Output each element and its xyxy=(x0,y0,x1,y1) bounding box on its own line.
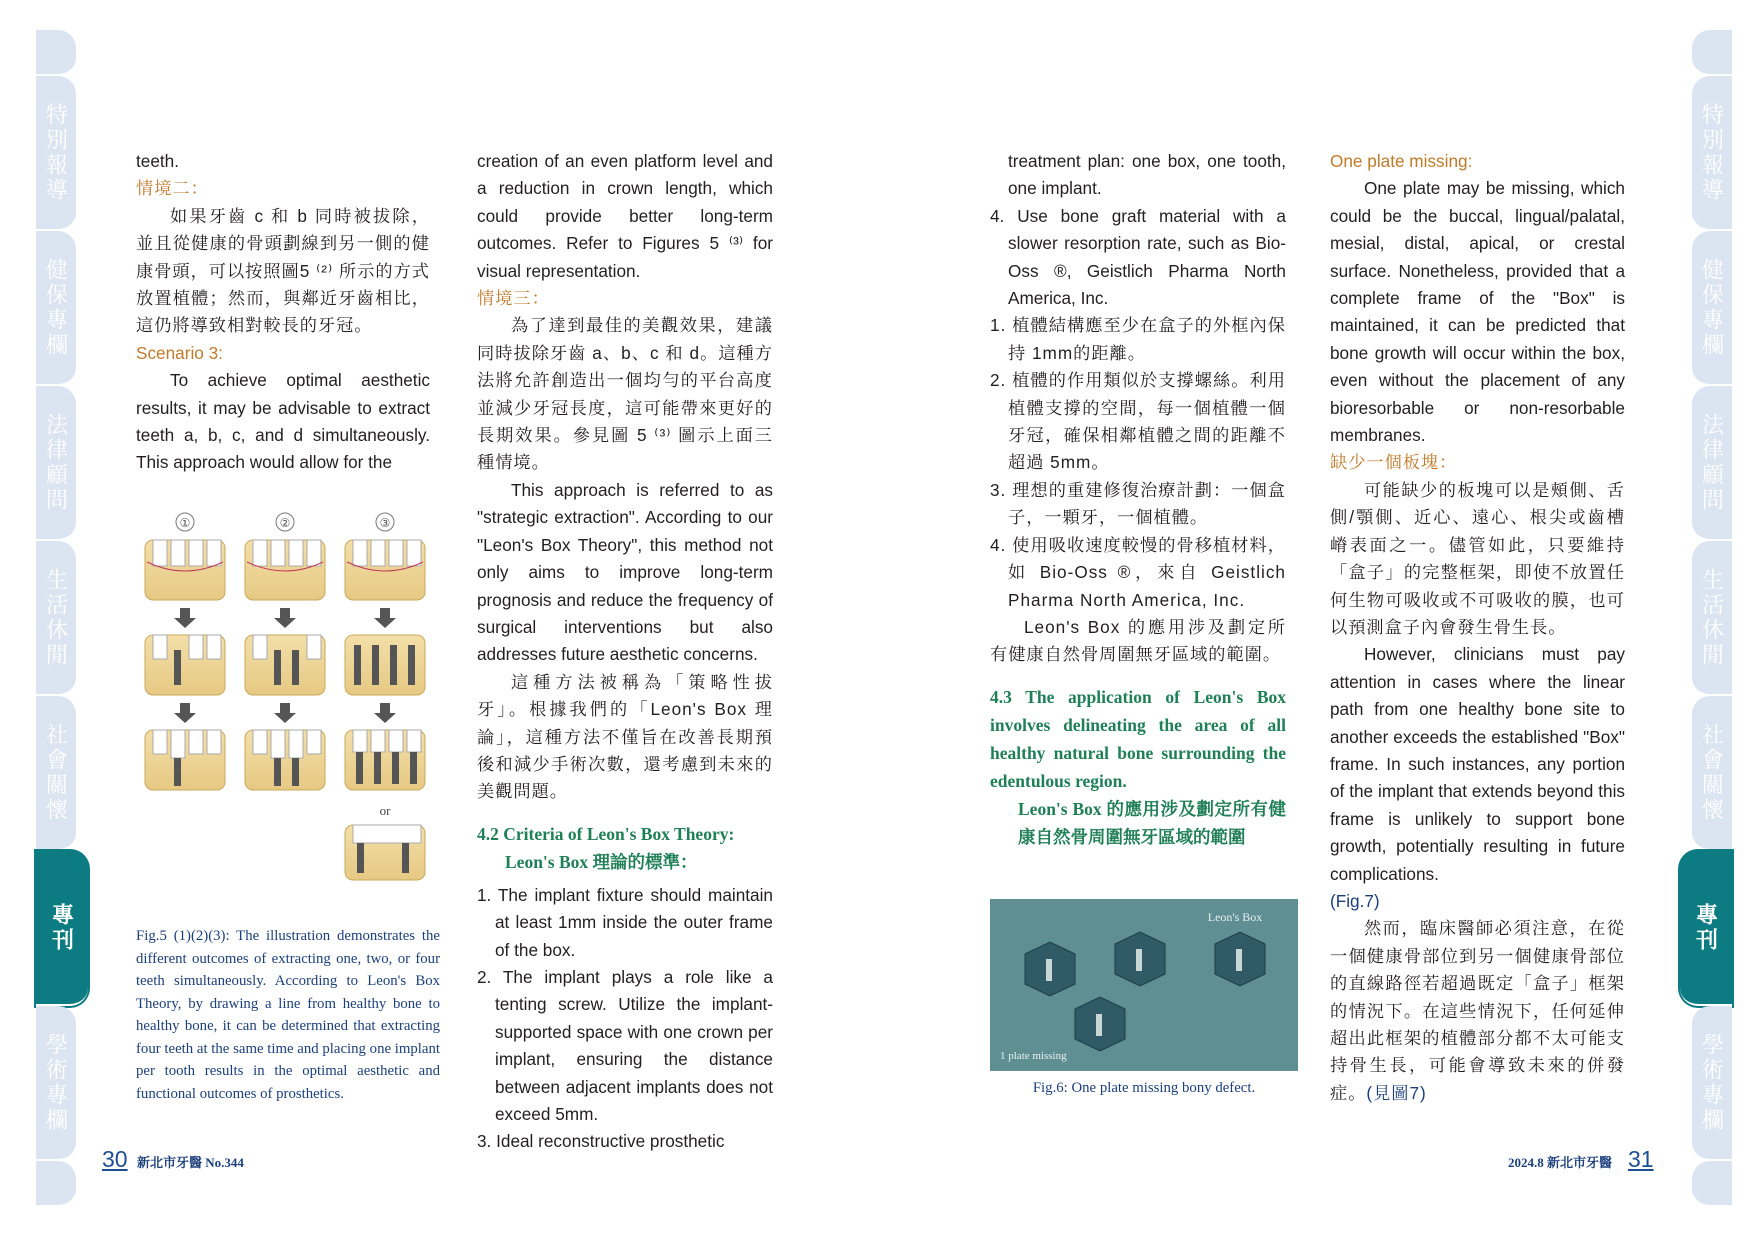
footer-right-text: 2024.8 新北市牙醫 xyxy=(1508,1155,1613,1170)
tab-stub-bottom-right xyxy=(1692,1161,1732,1207)
tab-social[interactable]: 社會關懷 xyxy=(36,696,76,851)
figure-5-svg xyxy=(135,510,435,910)
column-2 xyxy=(477,148,773,1156)
tab-stub-bottom xyxy=(36,1161,76,1207)
tab-special-issue[interactable]: 專刊 xyxy=(36,851,88,1006)
col3-text-2: Leon's Box 的應用涉及劃定所有健康自然骨周圍無牙區域的範圍。 xyxy=(990,616,1286,665)
tab-social-right[interactable]: 社會關懷 xyxy=(1692,696,1732,851)
col1-text-1: teeth. xyxy=(136,151,180,171)
figure-6-svg xyxy=(990,899,1298,1071)
fig5-label-2: ② xyxy=(279,516,291,530)
column-1 xyxy=(136,148,430,477)
figure-6-caption: Fig.6: One plate missing bony defect. xyxy=(1032,1080,1256,1096)
section-4-2-heading-zh: Leon's Box 理論的標準： xyxy=(505,851,698,872)
criteria-item-zh-4: 4. 使用吸收速度較慢的骨移植材料，如 Bio-Oss ®，來自 Geistlich Pharma North America, Inc. xyxy=(990,534,1286,610)
col2-text-4: 這種方法被稱為「策略性拔牙」。根據我們的「Leon's Box 理論」，這種方法不僅旨在改善長期預後和減少手術次數，還考慮到未來的美觀問題。 xyxy=(477,671,773,802)
criteria-list-en-cont xyxy=(990,203,1286,313)
col4-text-4-body: 然而，臨床醫師必須注意，在從一個健康骨部位到另一個健康骨部位的直線路徑若超過既定「盒子」框架的情況下。在這些情況下，任何延伸超出此框架的植體部分都不太可能支持骨生長，可能會導致未來的併發症。 xyxy=(1330,918,1625,1103)
tab-leisure-right[interactable]: 生活休閒 xyxy=(1692,541,1732,696)
criteria-item-zh-3: 3. 理想的重建修復治療計劃：一個盒子，一顆牙，一個植體。 xyxy=(990,479,1286,528)
page-number-left: 30 xyxy=(102,1146,128,1172)
col2-text-2: 為了達到最佳的美觀效果，建議同時拔除牙齒 a、b、c 和 d。這種方法將允許創造出一個均勻的平台高度並減少牙冠長度，這可能帶來更好的長期效果。參見圖 5 ⁽³⁾ 圖示上面三種情境。 xyxy=(477,315,773,473)
tab-legal-right[interactable]: 法律顧問 xyxy=(1692,386,1732,541)
criteria-list xyxy=(477,882,773,1156)
fig5-row-3 xyxy=(145,730,425,790)
figure-5-caption: Fig.5 (1)(2)(3): The illustration demonstrates the different outcomes of extracting one, two, or four teeth simultaneously. According to Leon's Box Theory, by drawing a line from healthy bone to healthy bone, it can be determined that extracting four teeth at the same time and placing one implant per tooth results in the optimal aesthetic and functional outcomes of prosthetics. xyxy=(136,928,440,1102)
col4-fig7-ref-zh[interactable]: (見圖7) xyxy=(1366,1082,1427,1103)
tab-stub-top xyxy=(36,30,76,76)
col4-text-4 xyxy=(1330,915,1625,1107)
left-section-tabs xyxy=(36,30,82,1207)
fig5-label-3: ③ xyxy=(379,516,391,530)
col2-heading-scenario-3: 情境三： xyxy=(477,288,550,309)
criteria-item-3: 3. Ideal reconstructive prosthetic xyxy=(477,1131,725,1152)
tab-special-report-right[interactable]: 特別報導 xyxy=(1692,76,1732,231)
fig5-or-label: or xyxy=(379,803,391,818)
criteria-item-zh-2: 2. 植體的作用類似於支撐螺絲。利用植體支撐的空間，每一個植體一個牙冠，確保相鄰植體之間的距離不超過 5mm。 xyxy=(990,370,1286,473)
section-4-3-heading-zh: Leon's Box 的應用涉及劃定所有健康自然骨周圍無牙區域的範圍 xyxy=(1018,798,1286,847)
section-4-3-heading: 4.3 The application of Leon's Box involves delineating the area of all healthy natural bone surrounding the edentulous region. xyxy=(990,686,1286,791)
fig6-title: Leon's Box xyxy=(1207,910,1263,924)
tab-special-issue-right[interactable]: 專刊 xyxy=(1680,851,1732,1006)
col4-text-1: One plate may be missing, which could be the buccal, lingual/palatal, mesial, distal, apical, or crestal surface. Nonetheless, provided that a complete frame of the "Box" is maintained, it can be predicted that bone growth will occur within the box, even without the placement of any bioresorbable or non-resorbable membranes. xyxy=(1330,178,1625,446)
fig5-arrows-1 xyxy=(174,608,396,628)
criteria-item-1: 1. The implant fixture should maintain at least 1mm inside the outer frame of the box. xyxy=(477,884,773,960)
criteria-list-zh xyxy=(990,312,1286,613)
footer-left-text: 新北市牙醫 No.344 xyxy=(137,1155,244,1170)
tab-health-insurance[interactable]: 健保專欄 xyxy=(36,231,76,386)
fig5-row-2 xyxy=(145,635,425,695)
tab-stub-top-right xyxy=(1692,30,1732,76)
figure-6-image xyxy=(990,899,1298,1071)
fig5-row-1 xyxy=(145,540,425,600)
col4-text-3: However, clinicians must pay attention in cases where the linear path from one healthy bone site to another exceeds the established "Box" frame. In such instances, any portion of the implant that extends beyond this frame is unlikely to support bone growth, potentially resulting in future complications. xyxy=(1330,644,1625,884)
page-number-right: 31 xyxy=(1628,1146,1654,1172)
col4-heading-2: 缺少一個板塊： xyxy=(1330,452,1458,473)
tab-leisure[interactable]: 生活休閒 xyxy=(36,541,76,696)
col1-text-2: 如果牙齒 c 和 b 同時被拔除，並且從健康的骨頭劃線到另一側的健康骨頭，可以按照圖5 ⁽²⁾ 所示的方式放置植體；然而，與鄰近牙齒相比，這仍將導致相對較長的牙冠。 xyxy=(136,205,430,336)
fig6-label: 1 plate missing xyxy=(1000,1050,1067,1062)
column-4 xyxy=(1330,148,1625,1107)
tab-health-insurance-right[interactable]: 健保專欄 xyxy=(1692,231,1732,386)
col2-text-1: creation of an even platform level and a reduction in crown length, which could provide better long-term outcomes. Refer to Figures 5 ⁽³⁾ for visual representation. xyxy=(477,151,773,281)
col4-fig7-ref[interactable]: (Fig.7) xyxy=(1330,890,1380,911)
tab-academic-right[interactable]: 學術專欄 xyxy=(1692,1006,1732,1161)
col4-heading-1: One plate missing: xyxy=(1330,151,1473,171)
right-section-tabs xyxy=(1686,30,1732,1207)
column-3 xyxy=(990,148,1286,851)
col2-text-3: This approach is referred to as "strategic extraction". According to our "Leon's Box Theory", this method not only aims to improve long-term prognosis and reduce the frequency of surgical interventions but also addresses future aesthetic concerns. xyxy=(477,479,773,665)
tab-special-report[interactable]: 特別報導 xyxy=(36,76,76,231)
fig5-arrows-2 xyxy=(174,703,396,723)
col1-text-3: To achieve optimal aesthetic results, it may be advisable to extract teeth a, b, c, and d simultaneously. This approach would allow for the xyxy=(136,370,430,473)
tab-legal[interactable]: 法律顧問 xyxy=(36,386,76,541)
col3-text-1: treatment plan: one box, one tooth, one implant. xyxy=(1008,151,1286,199)
criteria-item-4: 4. Use bone graft material with a slower resorption rate, such as Bio-Oss ®, Geistlich Pharma North America, Inc. xyxy=(990,205,1286,309)
col1-heading-scenario-2: 情境二： xyxy=(136,178,209,199)
col1-heading-scenario-3: Scenario 3: xyxy=(136,342,223,363)
criteria-item-zh-1: 1. 植體結構應至少在盒子的外框內保持 1mm的距離。 xyxy=(990,315,1286,363)
fig5-label-1: ① xyxy=(179,516,191,530)
col4-text-2: 可能缺少的板塊可以是頰側、舌側/顎側、近心、遠心、根尖或齒槽嵴表面之一。儘管如此，只要維持「盒子」的完整框架，即使不放置任何生物可吸收或不可吸收的膜，也可以預測盒子內會發生骨生長。 xyxy=(1330,479,1625,637)
section-4-2-heading: 4.2 Criteria of Leon's Box Theory: xyxy=(477,823,735,844)
figure-5-illustration xyxy=(135,510,435,910)
criteria-item-2: 2. The implant plays a role like a tenting screw. Utilize the implant-supported space with one crown per implant, ensuring the distance between adjacent implants does not exceed 5mm. xyxy=(477,966,773,1124)
fig5-row-3-alt xyxy=(345,825,425,880)
tab-academic[interactable]: 學術專欄 xyxy=(36,1006,76,1161)
